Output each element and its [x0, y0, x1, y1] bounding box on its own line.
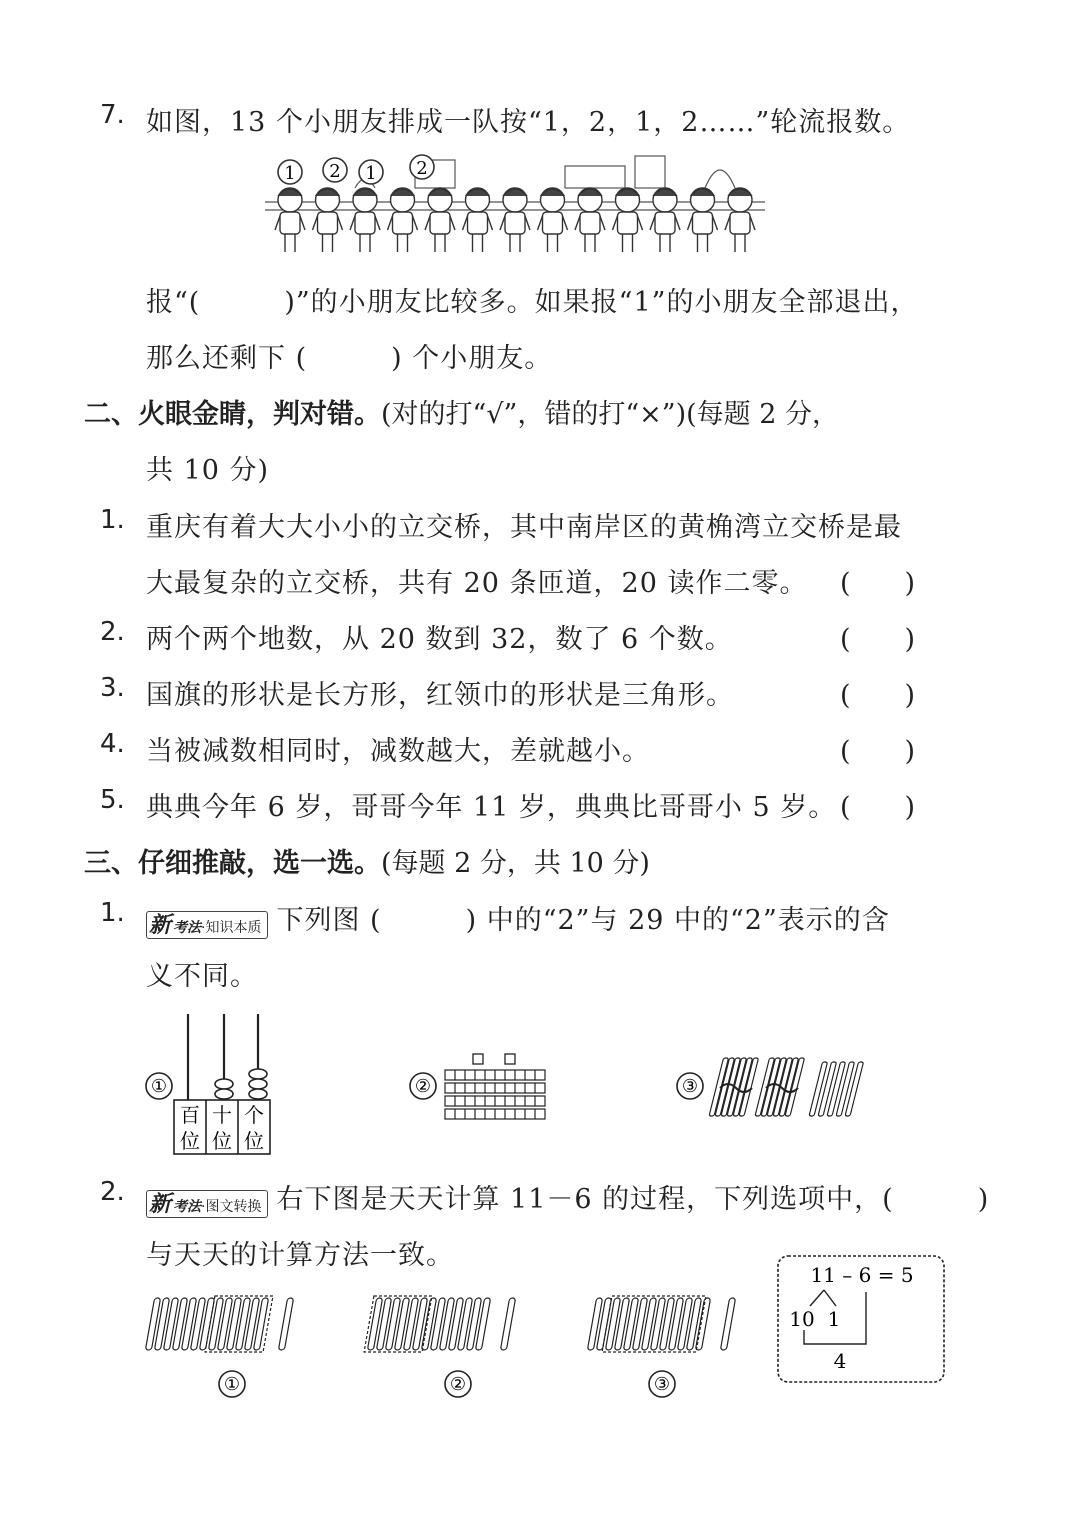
item-number: 5. — [100, 785, 125, 815]
badge-new: 新 — [149, 1190, 172, 1217]
abacus-label: 十 — [212, 1103, 232, 1127]
children-queue-illustration — [265, 152, 765, 262]
answer-blank[interactable]: ( ) — [840, 736, 916, 767]
badge-tag: ·知识本质 — [201, 919, 262, 936]
abacus-figure — [140, 1008, 280, 1160]
item-number: 4. — [100, 729, 125, 759]
section-title — [84, 392, 839, 431]
new-type-badge — [146, 911, 268, 939]
question-text: 与天天的计算方法一致。 — [146, 1240, 454, 1271]
question-text: 报“( )”的小朋友比较多。如果报“1”的小朋友全部退出， — [146, 287, 919, 318]
item-number: 2. — [100, 1177, 125, 1207]
badge-label: 考法 — [173, 919, 202, 936]
badge-tag: ·图文转换 — [201, 1198, 262, 1215]
child-figure — [650, 188, 680, 252]
new-type-badge — [146, 1190, 268, 1218]
question-text: 如图，13 个小朋友排成一队按“1，2，1，2……”轮流报数。 — [146, 107, 911, 138]
answer-blank[interactable]: ( ) — [840, 624, 916, 655]
child-figure — [313, 188, 343, 252]
bubble-label: 1 — [284, 163, 296, 184]
child-figure — [538, 188, 568, 252]
item-text: 国旗的形状是长方形，红领巾的形状是三角形。 — [146, 680, 734, 711]
option-label: ① — [150, 1076, 168, 1097]
ten-rod — [445, 1070, 545, 1080]
stick-options-figure — [140, 1290, 760, 1410]
calculation-box — [776, 1254, 948, 1386]
answer-blank[interactable]: ( ) — [840, 792, 916, 823]
question-line — [146, 1177, 989, 1218]
section-heading: 三、仔细推敲，选一选。 — [84, 848, 381, 879]
decompose-left: 10 — [789, 1307, 815, 1331]
item-number: 2. — [100, 617, 125, 647]
item-number: 1. — [100, 898, 125, 928]
item-text: 当被减数相同时，减数越大，差就越小。 — [146, 736, 650, 767]
stick-group — [364, 1296, 516, 1352]
abacus-label: 位 — [244, 1129, 264, 1153]
question-line — [146, 898, 890, 939]
item-text: 重庆有着大大小小的立交桥，其中南岸区的黄桷湾立交桥是最 — [146, 512, 902, 543]
section-title — [84, 841, 650, 880]
child-figure — [425, 188, 455, 252]
question-text: 义不同。 — [146, 961, 258, 992]
decompose-right: 1 — [827, 1307, 841, 1331]
section-note: 共 10 分) — [146, 455, 270, 486]
single-sticks — [809, 1062, 863, 1116]
question-text: 下列图 ( ) 中的“2”与 29 中的“2”表示的含 — [276, 905, 890, 936]
ten-blocks-figure — [405, 1048, 555, 1128]
question-text: 右下图是天天计算 11－6 的过程，下列选项中，( ) — [276, 1184, 990, 1215]
ten-rod — [445, 1109, 545, 1119]
abacus-label: 位 — [180, 1129, 200, 1153]
child-figure — [500, 188, 530, 252]
stick-bundles-figure — [672, 1048, 872, 1128]
answer-blank[interactable]: ( ) — [840, 568, 916, 599]
ten-rod — [445, 1096, 545, 1106]
child-figure — [613, 188, 643, 252]
child-figure — [725, 188, 755, 252]
item-text: 大最复杂的立交桥，共有 20 条匝道，20 读作二零。 — [146, 568, 808, 599]
item-text: 典典今年 6 岁，哥哥今年 11 岁，典典比哥哥小 5 岁。 — [146, 792, 837, 823]
option-label: ③ — [653, 1374, 671, 1395]
abacus-label: 百 — [180, 1103, 200, 1127]
option-label: ② — [414, 1076, 432, 1097]
item-text: 两个两个地数，从 20 数到 32，数了 6 个数。 — [146, 624, 733, 655]
bubble-label: 1 — [365, 163, 377, 184]
question-number: 7. — [100, 100, 125, 130]
calc-expression: 11 – 6 = 5 — [810, 1263, 914, 1287]
bubble-label: 2 — [329, 161, 341, 182]
child-figure — [350, 188, 380, 252]
option-label: ③ — [681, 1076, 699, 1097]
item-number: 1. — [100, 505, 125, 535]
abacus-label: 位 — [212, 1129, 232, 1153]
abacus-label: 个 — [244, 1103, 264, 1127]
badge-new: 新 — [149, 911, 172, 938]
badge-label: 考法 — [173, 1198, 202, 1215]
child-figure — [388, 188, 418, 252]
ten-rod — [445, 1083, 545, 1093]
child-figure — [575, 188, 605, 252]
stick-bundle — [755, 1058, 804, 1116]
stick-bundle — [709, 1058, 758, 1116]
bubble-label: 2 — [416, 158, 428, 179]
calc-result: 4 — [833, 1349, 847, 1373]
section-note: (对的打“√”，错的打“×”)(每题 2 分， — [381, 399, 839, 430]
child-figure — [275, 188, 305, 252]
section-note: (每题 2 分，共 10 分) — [381, 848, 650, 879]
stick-group — [587, 1296, 735, 1352]
option-label: ① — [223, 1374, 241, 1395]
stick-group — [145, 1296, 293, 1352]
child-figure — [688, 188, 718, 252]
count-bubbles — [278, 155, 434, 184]
item-number: 3. — [100, 673, 125, 703]
question-text: 那么还剩下 ( ) 个小朋友。 — [146, 343, 553, 374]
section-heading: 二、火眼金睛，判对错。 — [84, 399, 381, 430]
answer-blank[interactable]: ( ) — [840, 680, 916, 711]
option-label: ② — [449, 1374, 467, 1395]
child-figure — [463, 188, 493, 252]
